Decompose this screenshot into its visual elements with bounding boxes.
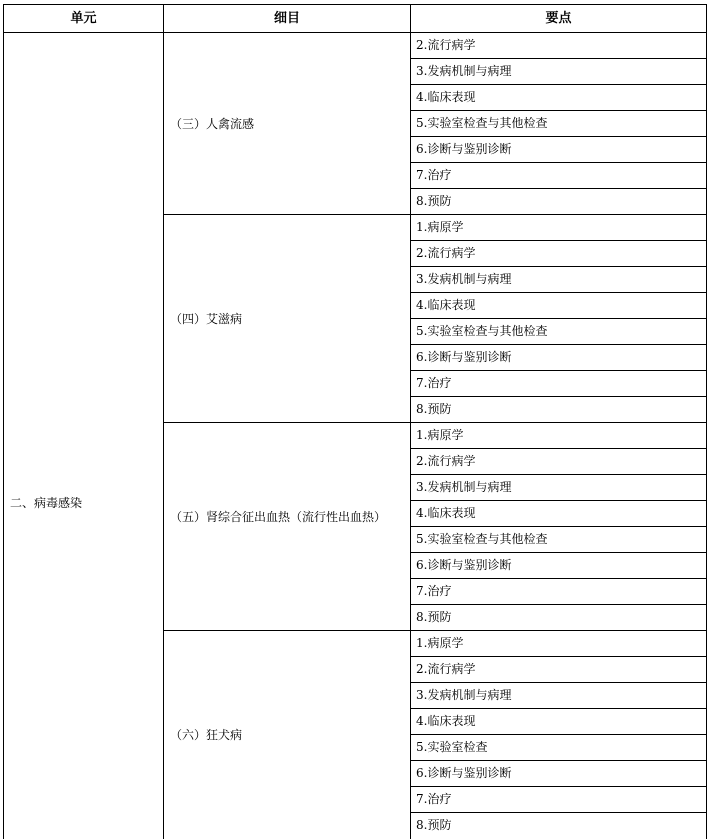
point-row-divider bbox=[410, 604, 707, 605]
item-label: （四）艾滋病 bbox=[170, 311, 243, 326]
header-item: 细目 bbox=[273, 11, 300, 26]
table-border-left bbox=[3, 4, 4, 839]
point-item: 6.诊断与鉴别诊断 bbox=[416, 766, 512, 780]
point-item: 6.诊断与鉴别诊断 bbox=[416, 558, 512, 572]
point-item: 4.临床表现 bbox=[416, 90, 476, 104]
point-item: 7.治疗 bbox=[416, 376, 452, 390]
unit-label: 二、病毒感染 bbox=[10, 496, 83, 510]
point-item: 5.实验室检查 bbox=[416, 740, 488, 754]
point-row-divider bbox=[410, 812, 707, 813]
point-item: 2.流行病学 bbox=[416, 38, 476, 52]
point-item: 3.发病机制与病理 bbox=[416, 688, 512, 702]
point-item: 2.流行病学 bbox=[416, 662, 476, 676]
point-item: 5.实验室检查与其他检查 bbox=[416, 532, 548, 546]
header-unit: 单元 bbox=[70, 11, 97, 26]
point-item: 1.病原学 bbox=[416, 428, 464, 442]
item-label: （三）人禽流感 bbox=[170, 116, 255, 131]
point-row-divider bbox=[410, 188, 707, 189]
point-item: 1.病原学 bbox=[416, 220, 464, 234]
point-item: 3.发病机制与病理 bbox=[416, 64, 512, 78]
point-item: 4.临床表现 bbox=[416, 298, 476, 312]
header-points: 要点 bbox=[545, 11, 572, 26]
point-item: 7.治疗 bbox=[416, 584, 452, 598]
point-item: 3.发病机制与病理 bbox=[416, 272, 512, 286]
point-item: 6.诊断与鉴别诊断 bbox=[416, 350, 512, 364]
point-item: 3.发病机制与病理 bbox=[416, 480, 512, 494]
point-row-divider bbox=[410, 396, 707, 397]
point-row-divider bbox=[410, 786, 707, 787]
point-row-divider bbox=[410, 162, 707, 163]
point-item: 4.临床表现 bbox=[416, 506, 476, 520]
point-item: 5.实验室检查与其他检查 bbox=[416, 116, 548, 130]
item-label: （五）肾综合征出血热（流行性出血热） bbox=[170, 510, 387, 524]
point-item: 4.临床表现 bbox=[416, 714, 476, 728]
point-item: 8.预防 bbox=[416, 194, 452, 208]
point-item: 8.预防 bbox=[416, 610, 452, 624]
point-item: 8.预防 bbox=[416, 402, 452, 416]
point-item: 6.诊断与鉴别诊断 bbox=[416, 142, 512, 156]
point-item: 1.病原学 bbox=[416, 636, 464, 650]
header-divider bbox=[3, 32, 707, 33]
point-row-divider bbox=[410, 578, 707, 579]
point-item: 7.治疗 bbox=[416, 168, 452, 182]
point-item: 7.治疗 bbox=[416, 792, 452, 806]
point-item: 2.流行病学 bbox=[416, 246, 476, 260]
point-item: 5.实验室检查与其他检查 bbox=[416, 324, 548, 338]
item-label: （六）狂犬病 bbox=[170, 727, 243, 742]
point-item: 2.流行病学 bbox=[416, 454, 476, 468]
point-row-divider bbox=[410, 370, 707, 371]
point-item: 8.预防 bbox=[416, 818, 452, 832]
